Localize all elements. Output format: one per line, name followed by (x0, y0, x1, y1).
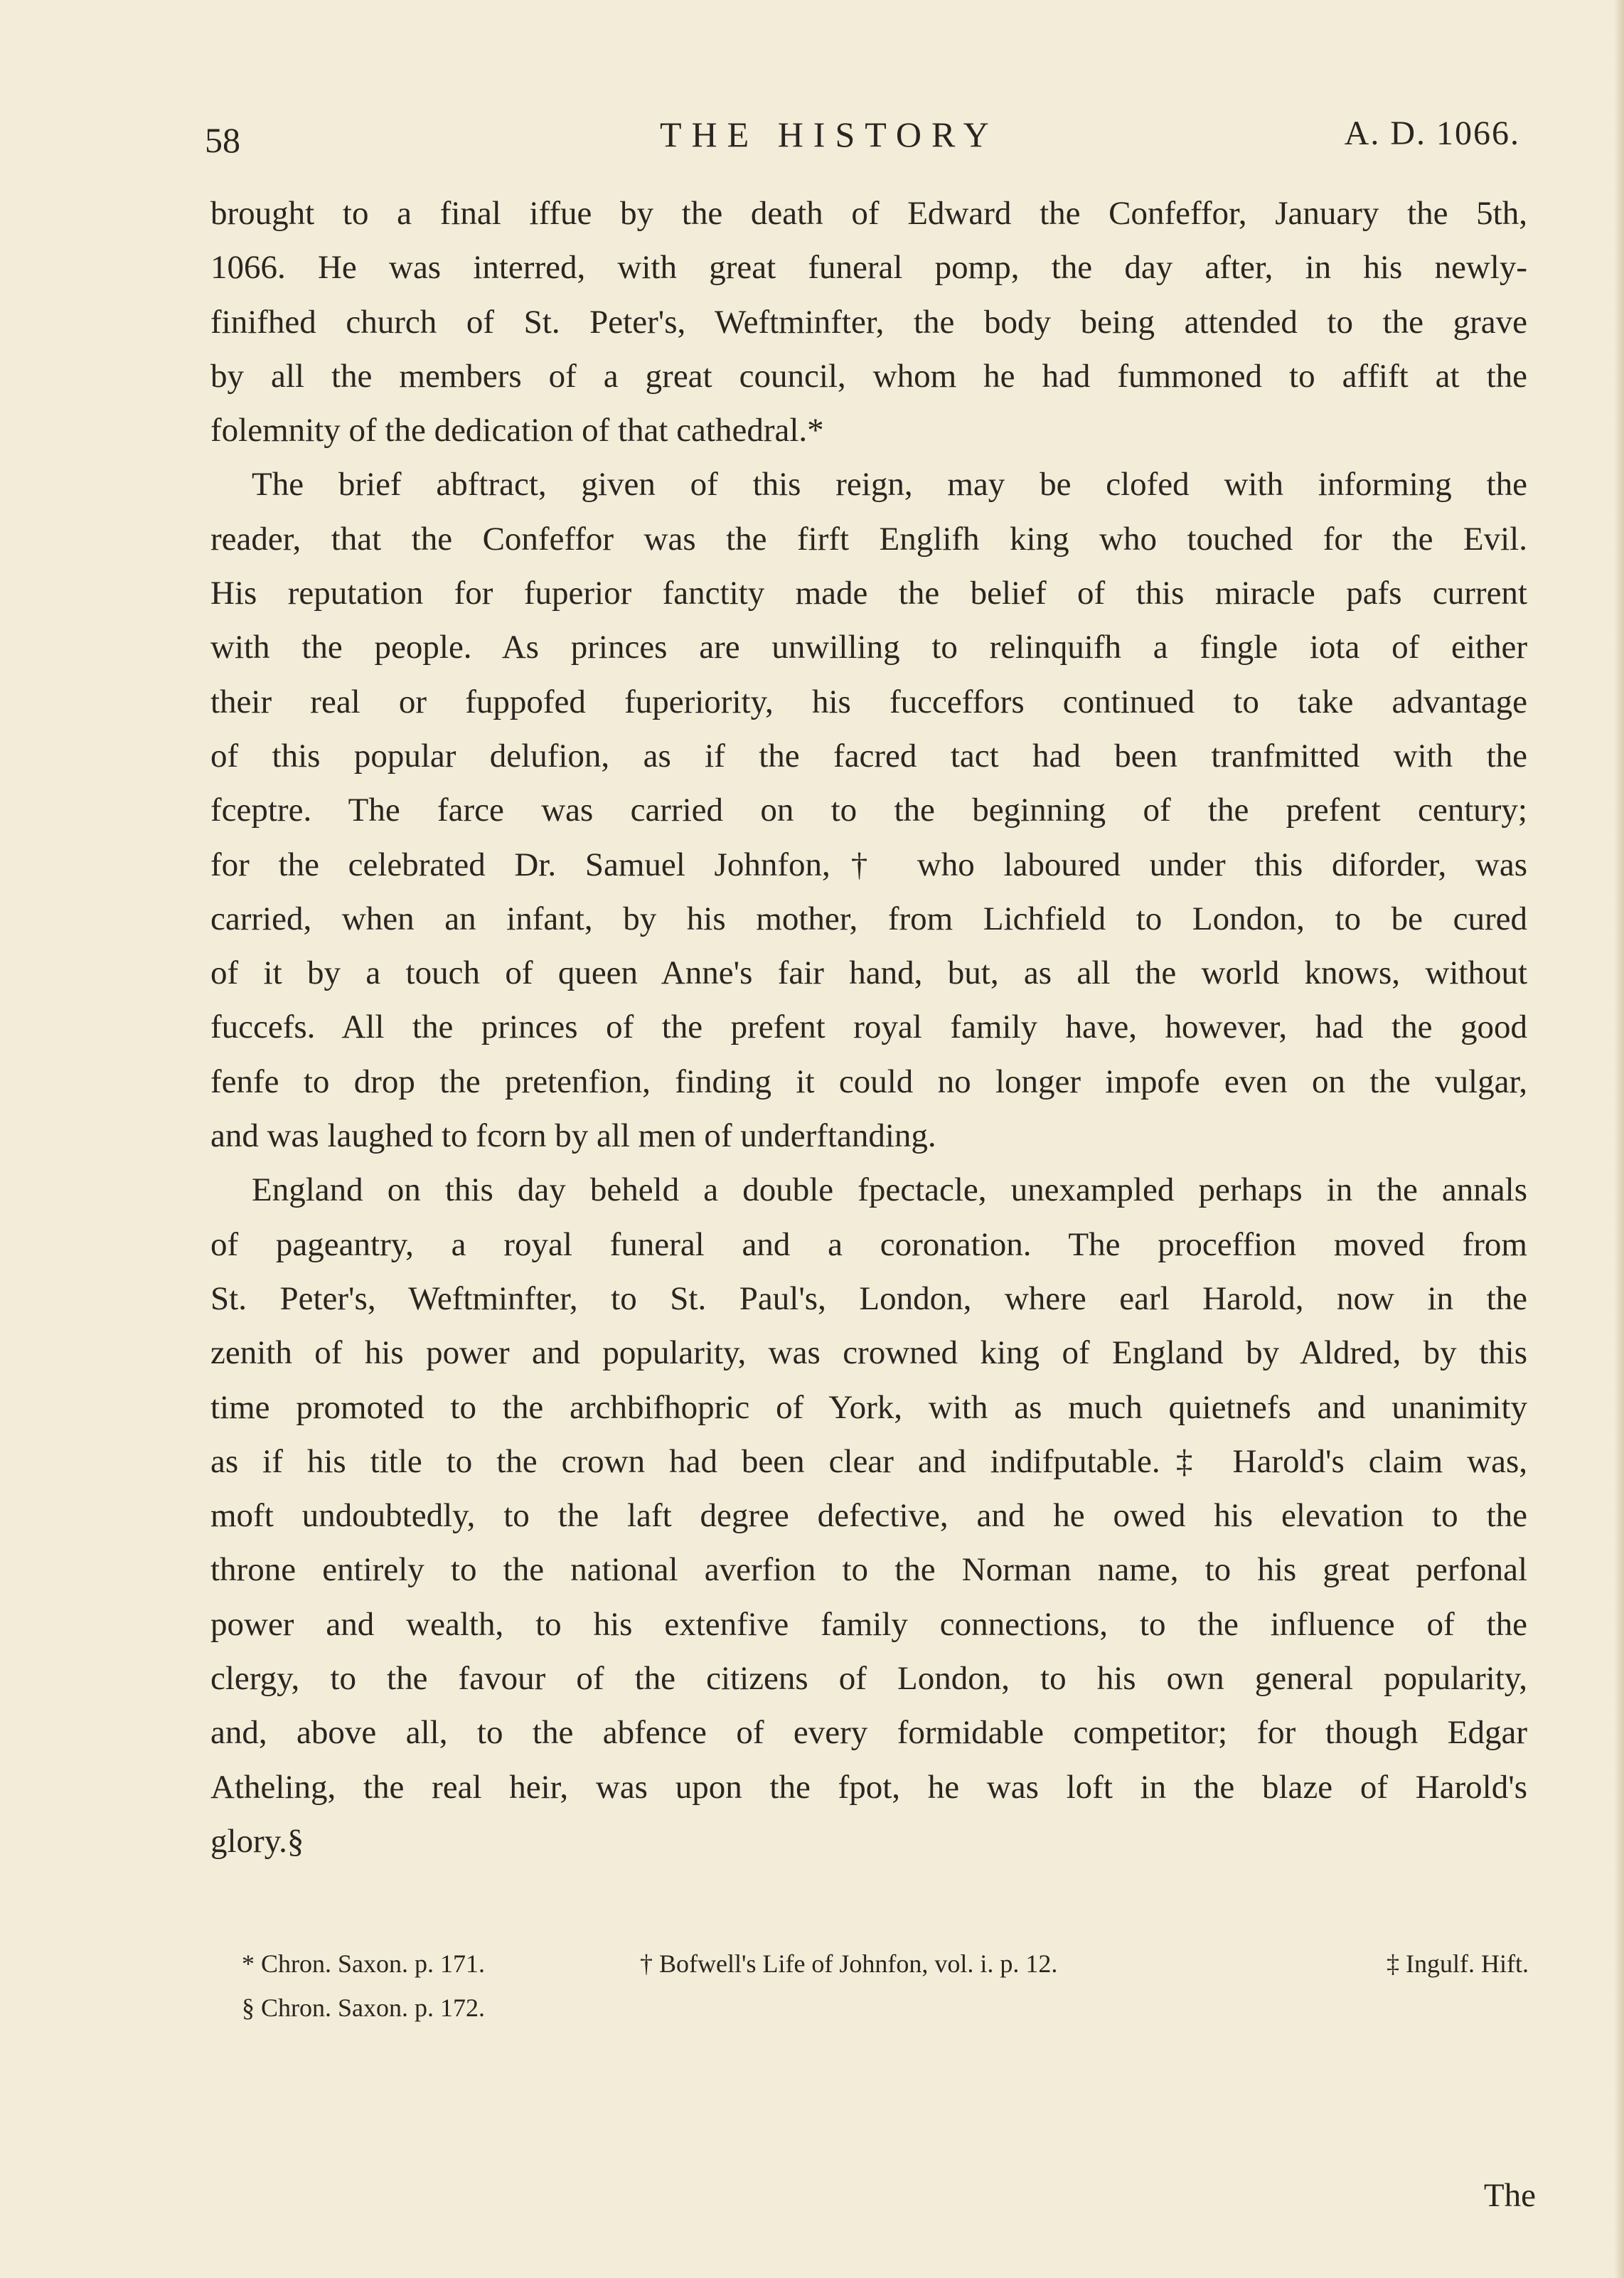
page-number: 58 (205, 120, 240, 160)
text-line: folemnity of the dedication of that cathedral.* (210, 412, 824, 449)
text-line: His reputation for fuperior fanctity made the belief of this miracle pafs current (210, 575, 1527, 612)
paragraph-1 (210, 186, 1527, 457)
text-line: Atheling, the real heir, was upon the fpot, he was loft in the blaze of Harold's (210, 1768, 1527, 1806)
text-line: zenith of his power and popularity, was crowned king of England by Aldred, by this (210, 1334, 1527, 1372)
main-text (210, 186, 1527, 1868)
footnote-4: § Chron. Saxon. p. 172. (242, 1994, 485, 2022)
text-line: of this popular delufion, as if the facred tact had been tranfmitted with the (210, 737, 1527, 775)
paragraph-2 (210, 457, 1527, 1163)
text-line: power and wealth, to his extenfive family connections, to the influence of the (210, 1605, 1527, 1643)
text-line: moft undoubtedly, to the laft degree defective, and he owed his elevation to the (210, 1497, 1527, 1535)
text-line: fenfe to drop the pretenfion, finding it could no longer impofe even on the vulgar, (210, 1063, 1527, 1100)
text-line: by all the members of a great council, whom he had fummoned to affift at the (210, 357, 1527, 395)
text-line: fuccefs. All the princes of the prefent royal family have, however, had the good (210, 1008, 1527, 1046)
text-line: England on this day beheld a double fpectacle, unexampled perhaps in the annals (252, 1171, 1527, 1209)
text-line: and was laughed to fcorn by all men of underftanding. (210, 1117, 936, 1155)
text-line: of it by a touch of queen Anne's fair hand, but, as all the world knows, without (210, 954, 1527, 992)
paragraph-3 (210, 1163, 1527, 1868)
footnote-3: ‡ Ingulf. Hift. (1387, 1949, 1529, 1978)
footnote-row (242, 1986, 1529, 2030)
footnote-1: * Chron. Saxon. p. 171. (242, 1949, 485, 1978)
text-line: finifhed church of St. Peter's, Weftminfter, the body being attended to the grave (210, 303, 1527, 341)
catchword: The (1483, 2177, 1536, 2214)
text-line: time promoted to the archbifhopric of York, with as much quietnefs and unanimity (210, 1388, 1527, 1426)
text-line: brought to a final iffue by the death of Edward the Confeffor, January the 5th, (210, 195, 1527, 232)
year-heading: A. D. 1066. (1344, 115, 1520, 152)
page-edge-shadow (1614, 0, 1624, 2278)
footnotes (242, 1942, 1529, 2030)
text-line: throne entirely to the national averfion to the Norman name, to his great perfonal (210, 1551, 1527, 1589)
running-title: THE HISTORY (660, 115, 999, 154)
text-line: as if his title to the crown had been clear and indifputable.‡ Harold's claim was, (210, 1442, 1527, 1480)
text-line: The brief abftract, given of this reign, may be clofed with informing the (252, 466, 1527, 504)
text-line: reader, that the Confeffor was the firft Englifh king who touched for the Evil. (210, 520, 1527, 558)
text-line: carried, when an infant, by his mother, from Lichfield to London, to be cured (210, 900, 1527, 937)
page-header (205, 114, 1534, 171)
footnote-row (242, 1942, 1529, 1986)
footnote-2: † Bofwell's Life of Johnfon, vol. i. p. 12. (640, 1949, 1058, 1978)
text-line: St. Peter's, Weftminfter, to St. Paul's, London, where earl Harold, now in the (210, 1279, 1527, 1317)
text-line: and, above all, to the abfence of every formidable competitor; for though Edgar (210, 1714, 1527, 1752)
text-line: glory.§ (210, 1822, 304, 1860)
text-line: clergy, to the favour of the citizens of London, to his own general popularity, (210, 1660, 1527, 1698)
text-line: with the people. As princes are unwilling to relinquifh a fingle iota of either (210, 629, 1527, 666)
text-line: fceptre. The farce was carried on to the beginning of the prefent century; (210, 792, 1527, 829)
text-line: their real or fuppofed fuperiority, his fucceffors continued to take advantage (210, 683, 1527, 720)
text-line: for the celebrated Dr. Samuel Johnfon,† who laboured under this diforder, was (210, 846, 1527, 883)
text-line: 1066. He was interred, with great funeral pomp, the day after, in his newly- (210, 249, 1527, 287)
text-line: of pageantry, a royal funeral and a coronation. The proceffion moved from (210, 1225, 1527, 1263)
